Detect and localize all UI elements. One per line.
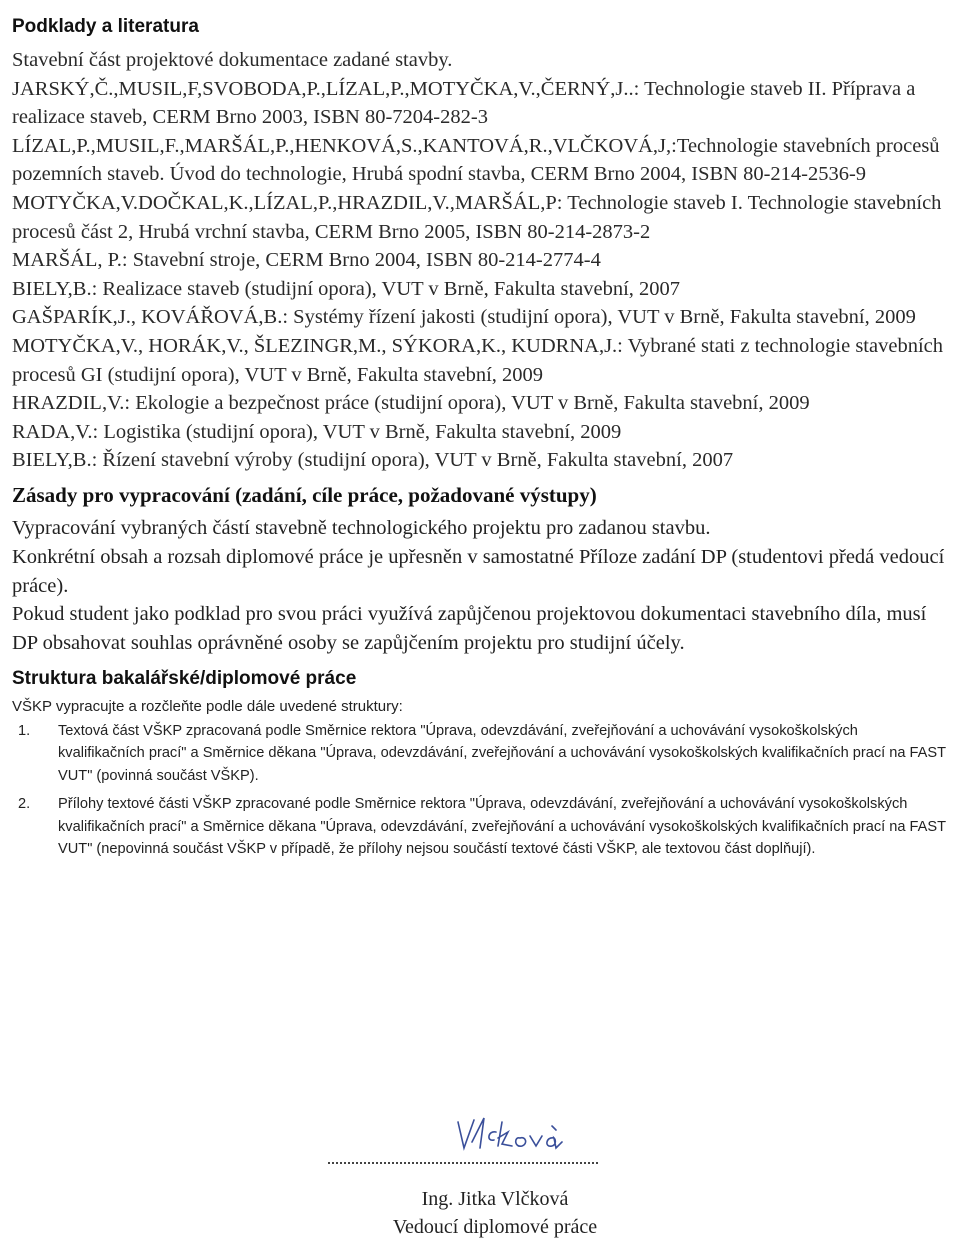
structure-item-number: 1. bbox=[18, 722, 31, 739]
literature-entry: JARSKÝ,Č.,MUSIL,F,SVOBODA,P.,LÍZAL,P.,MOTYČKA,V.,ČERNÝ,J..: Technologie staveb II. Příprava a realizace staveb, CERM Brno 2003, ISBN 80-7204-282-3 bbox=[12, 77, 916, 129]
literature-heading: Podklady a literatura bbox=[12, 16, 199, 37]
literature-entry: BIELY,B.: Realizace staveb (studijní opora), VUT v Brně, Fakulta stavební, 2007 bbox=[12, 277, 681, 300]
structure-list bbox=[12, 720, 947, 860]
handwritten-signature bbox=[450, 1112, 570, 1162]
literature-entry: RADA,V.: Logistika (studijní opora), VUT v Brně, Fakulta stavební, 2009 bbox=[12, 420, 622, 443]
supervisor-name: Ing. Jitka Vlčková bbox=[421, 1188, 569, 1210]
structure-item bbox=[12, 720, 947, 787]
signature-block bbox=[0, 1112, 960, 1251]
literature-entry: MOTYČKA,V., HORÁK,V., ŠLEZINGR,M., SÝKORA,K., KUDRNA,J.: Vybrané stati z technologie stavebních procesů GI (studijní opora), VUT v Brně, Fakulta stavební, 2009 bbox=[12, 334, 943, 386]
guidelines-heading: Zásady pro vypracování (zadání, cíle práce, požadované výstupy) bbox=[12, 482, 597, 507]
structure-item-number: 2. bbox=[18, 796, 31, 813]
structure-heading: Struktura bakalářské/diplomové práce bbox=[12, 667, 357, 689]
literature-entry: MARŠÁL, P.: Stavební stroje, CERM Brno 2004, ISBN 80-214-2774-4 bbox=[12, 249, 601, 272]
literature-entry: Stavební část projektové dokumentace zadané stavby. bbox=[12, 49, 453, 71]
literature-list bbox=[12, 46, 947, 475]
supervisor-role: Vedoucí diplomové práce bbox=[392, 1216, 598, 1238]
structure-item-text: Přílohy textové části VŠKP zpracované podle Směrnice rektora "Úprava, odevzdávání, zveřejňování a uchovávání vysokoškolských kvalifikačních prací" a Směrnice děkana "Úprava, odevzdávání, zveřejňování a uchovávání vysokoškolských kvalifikačních prací na FAST VUT" (nepovinná součást VŠKP v případě, že přílohy nejsou součástí textové části VŠKP, ale textovou část doplňují). bbox=[58, 796, 946, 857]
guidelines-paragraph: Vypracování vybraných částí stavebně technologického projektu pro zadanou stavbu. bbox=[12, 516, 711, 539]
document-page bbox=[12, 10, 947, 860]
literature-entry: BIELY,B.: Řízení stavební výroby (studijní opora), VUT v Brně, Fakulta stavební, 2007 bbox=[12, 449, 734, 472]
literature-entry: HRAZDIL,V.: Ekologie a bezpečnost práce (studijní opora), VUT v Brně, Fakulta stavební, 2009 bbox=[12, 392, 810, 415]
literature-entry: MOTYČKA,V.DOČKAL,K.,LÍZAL,P.,HRAZDIL,V.,MARŠÁL,P: Technologie staveb I. Technologie stavebních procesů část 2, Hrubá vrchní stavba, CERM Brno 2005, ISBN 80-214-2873-2 bbox=[12, 191, 942, 243]
guidelines-text bbox=[12, 514, 947, 658]
structure-intro: VŠKP vypracujte a rozčleňte podle dále uvedené struktury: bbox=[12, 697, 403, 715]
structure-item bbox=[12, 793, 947, 860]
guidelines-paragraph: Pokud student jako podklad pro svou práci využívá zapůjčenou projektovou dokumentaci stavebního díla, musí DP obsahovat souhlas oprávněné osoby se zapůjčením projektu pro studijní účely. bbox=[12, 603, 927, 655]
structure-item-text: Textová část VŠKP zpracovaná podle Směrnice rektora "Úprava, odevzdávání, zveřejňování a uchovávání vysokoškolských kvalifikačních prací" a Směrnice děkana "Úprava, odevzdávání, zveřejňování a uchovávání vysokoškolských kvalifikačních prací na FAST VUT" (povinná součást VŠKP). bbox=[58, 722, 946, 784]
signature-line bbox=[328, 1162, 598, 1164]
guidelines-paragraph: Konkrétní obsah a rozsah diplomové práce je upřesněn v samostatné Příloze zadání DP (studentovi předá vedoucí práce). bbox=[12, 545, 945, 597]
literature-entry: GAŠPARÍK,J., KOVÁŘOVÁ,B.: Systémy řízení jakosti (studijní opora), VUT v Brně, Fakulta stavební, 2009 bbox=[12, 306, 916, 329]
literature-entry: LÍZAL,P.,MUSIL,F.,MARŠÁL,P.,HENKOVÁ,S.,KANTOVÁ,R.,VLČKOVÁ,J,:Technologie stavebních procesů pozemních staveb. Úvod do technologie, Hrubá spodní stavba, CERM Brno 2004, ISBN 80-214-2536-9 bbox=[12, 134, 940, 186]
